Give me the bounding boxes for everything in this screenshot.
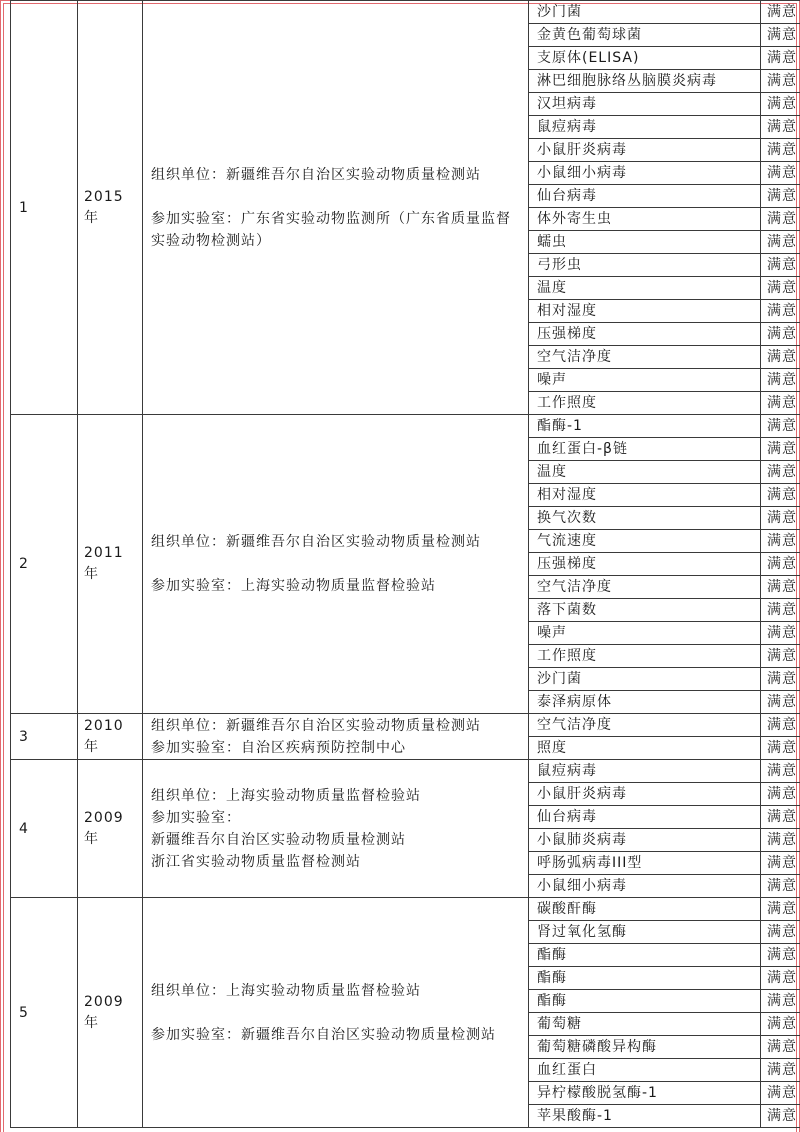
test-item-cell: 酯酶: [529, 990, 761, 1013]
year-value: 2009: [84, 809, 124, 826]
test-item-cell: 苹果酸酶-1: [529, 1105, 761, 1128]
organizer-text: 浙江省实验动物质量监督检测站: [151, 853, 361, 870]
result-cell: 满意: [761, 898, 800, 921]
year-unit: 年: [84, 209, 99, 226]
test-item-cell: 淋巴细胞脉络丛脑膜炎病毒: [529, 70, 761, 93]
organizer-text: 组织单位：上海实验动物质量监督检验站: [151, 982, 421, 999]
test-item-cell: 温度: [529, 461, 761, 484]
organizer-text: 组织单位：新疆维吾尔自治区实验动物质量检测站: [151, 166, 481, 183]
organizer-cell: [143, 714, 529, 760]
year-value: 2011: [84, 545, 124, 561]
test-item-cell: 酯酶-1: [529, 415, 761, 438]
proficiency-test-table: [10, 0, 800, 1128]
year-unit: 年: [84, 566, 99, 582]
result-cell: 满意: [761, 415, 800, 438]
test-item-cell: 小鼠肝炎病毒: [529, 139, 761, 162]
result-cell: 满意: [761, 599, 800, 622]
table-body: [11, 1, 800, 1128]
result-cell: 满意: [761, 277, 800, 300]
test-item-cell: 小鼠细小病毒: [529, 875, 761, 898]
test-item-cell: 空气洁净度: [529, 346, 761, 369]
organizer-text: 新疆维吾尔自治区实验动物质量检测站: [151, 831, 406, 848]
year-cell: [78, 714, 143, 760]
test-item-cell: 落下菌数: [529, 599, 761, 622]
test-item-cell: 沙门菌: [529, 668, 761, 691]
table-row: [11, 415, 800, 438]
result-cell: 满意: [761, 829, 800, 852]
year-value: 2009: [84, 993, 124, 1010]
test-item-cell: 体外寄生虫: [529, 208, 761, 231]
result-cell: 满意: [761, 760, 800, 783]
result-cell: 满意: [761, 622, 800, 645]
table-row: [11, 714, 800, 737]
result-cell: 满意: [761, 1036, 800, 1059]
organizer-text: 参加实验室：: [151, 809, 241, 826]
result-cell: 满意: [761, 507, 800, 530]
year-cell: [78, 760, 143, 898]
organizer-text: 组织单位：新疆维吾尔自治区实验动物质量检测站: [151, 717, 481, 734]
test-item-cell: 支原体(ELISA): [529, 47, 761, 70]
result-cell: 满意: [761, 461, 800, 484]
result-cell: 满意: [761, 231, 800, 254]
test-item-cell: 相对湿度: [529, 484, 761, 507]
result-cell: 满意: [761, 254, 800, 277]
test-item-cell: 葡萄糖磷酸异构酶: [529, 1036, 761, 1059]
test-item-cell: 葡萄糖: [529, 1013, 761, 1036]
year-cell: [78, 415, 143, 714]
test-item-cell: 鼠痘病毒: [529, 116, 761, 139]
test-item-cell: 酯酶: [529, 967, 761, 990]
row-number-cell: 5: [11, 898, 78, 1128]
organizer-text: 参加实验室：自治区疾病预防控制中心: [151, 739, 406, 756]
test-item-cell: 空气洁净度: [529, 576, 761, 599]
row-number-cell: 1: [11, 1, 78, 415]
result-cell: 满意: [761, 737, 800, 760]
result-cell: 满意: [761, 1059, 800, 1082]
result-cell: 满意: [761, 24, 800, 47]
test-item-cell: 血红蛋白: [529, 1059, 761, 1082]
result-cell: 满意: [761, 369, 800, 392]
organizer-spacer: [151, 186, 522, 208]
result-cell: 满意: [761, 346, 800, 369]
result-cell: 满意: [761, 93, 800, 116]
test-item-cell: 工作照度: [529, 392, 761, 415]
test-item-cell: 换气次数: [529, 507, 761, 530]
result-cell: 满意: [761, 576, 800, 599]
result-cell: 满意: [761, 668, 800, 691]
result-cell: 满意: [761, 1, 800, 24]
test-item-cell: 肾过氧化氢酶: [529, 921, 761, 944]
organizer-spacer: [151, 1002, 522, 1024]
result-cell: 满意: [761, 47, 800, 70]
result-cell: 满意: [761, 70, 800, 93]
test-item-cell: 压强梯度: [529, 323, 761, 346]
organizer-text: 组织单位：上海实验动物质量监督检验站: [151, 787, 421, 804]
result-cell: 满意: [761, 392, 800, 415]
table-row: [11, 1, 800, 24]
test-item-cell: 异柠檬酸脱氢酶-1: [529, 1082, 761, 1105]
table-row: [11, 898, 800, 921]
result-cell: 满意: [761, 783, 800, 806]
result-cell: 满意: [761, 1013, 800, 1036]
result-cell: 满意: [761, 1105, 800, 1128]
result-cell: 满意: [761, 185, 800, 208]
year-unit: 年: [84, 830, 99, 847]
year-cell: [78, 898, 143, 1128]
organizer-cell: [143, 760, 529, 898]
table-row: [11, 760, 800, 783]
organizer-cell: [143, 898, 529, 1128]
test-item-cell: 小鼠肺炎病毒: [529, 829, 761, 852]
row-number-cell: 4: [11, 760, 78, 898]
organizer-text: 参加实验室：广东省实验动物监测所（广东省质量监督实验动物检测站）: [151, 210, 511, 249]
test-item-cell: 沙门菌: [529, 1, 761, 24]
test-item-cell: 气流速度: [529, 530, 761, 553]
result-cell: 满意: [761, 921, 800, 944]
result-cell: 满意: [761, 300, 800, 323]
test-item-cell: 呼肠弧病毒III型: [529, 852, 761, 875]
test-item-cell: 噪声: [529, 369, 761, 392]
organizer-cell: [143, 415, 529, 714]
test-item-cell: 鼠痘病毒: [529, 760, 761, 783]
result-cell: 满意: [761, 484, 800, 507]
year-cell: [78, 1, 143, 415]
result-cell: 满意: [761, 944, 800, 967]
test-item-cell: 碳酸酐酶: [529, 898, 761, 921]
test-item-cell: 小鼠细小病毒: [529, 162, 761, 185]
test-item-cell: 小鼠肝炎病毒: [529, 783, 761, 806]
result-cell: 满意: [761, 553, 800, 576]
test-item-cell: 蠕虫: [529, 231, 761, 254]
result-cell: 满意: [761, 645, 800, 668]
test-item-cell: 噪声: [529, 622, 761, 645]
row-number-cell: 3: [11, 714, 78, 760]
result-cell: 满意: [761, 208, 800, 231]
result-cell: 满意: [761, 691, 800, 714]
test-item-cell: 仙台病毒: [529, 185, 761, 208]
result-cell: 满意: [761, 990, 800, 1013]
test-item-cell: 酯酶: [529, 944, 761, 967]
row-number-cell: 2: [11, 415, 78, 714]
result-cell: 满意: [761, 530, 800, 553]
organizer-text: 参加实验室：上海实验动物质量监督检验站: [151, 578, 436, 594]
test-item-cell: 泰泽病原体: [529, 691, 761, 714]
test-item-cell: 弓形虫: [529, 254, 761, 277]
result-cell: 满意: [761, 714, 800, 737]
result-cell: 满意: [761, 139, 800, 162]
result-cell: 满意: [761, 806, 800, 829]
test-item-cell: 压强梯度: [529, 553, 761, 576]
year-value: 2010: [84, 717, 124, 734]
test-item-cell: 照度: [529, 737, 761, 760]
test-item-cell: 温度: [529, 277, 761, 300]
test-item-cell: 汉坦病毒: [529, 93, 761, 116]
test-item-cell: 金黄色葡萄球菌: [529, 24, 761, 47]
result-cell: 满意: [761, 967, 800, 990]
result-cell: 满意: [761, 116, 800, 139]
year-value: 2015: [84, 188, 124, 205]
test-item-cell: 血红蛋白-β链: [529, 438, 761, 461]
organizer-cell: [143, 1, 529, 415]
test-item-cell: 工作照度: [529, 645, 761, 668]
result-cell: 满意: [761, 875, 800, 898]
test-item-cell: 空气洁净度: [529, 714, 761, 737]
result-cell: 满意: [761, 1082, 800, 1105]
year-unit: 年: [84, 1014, 99, 1031]
organizer-text: 参加实验室：新疆维吾尔自治区实验动物质量检测站: [151, 1026, 496, 1043]
organizer-spacer: [151, 553, 522, 575]
test-item-cell: 相对湿度: [529, 300, 761, 323]
test-item-cell: 仙台病毒: [529, 806, 761, 829]
result-cell: 满意: [761, 323, 800, 346]
result-cell: 满意: [761, 438, 800, 461]
result-cell: 满意: [761, 162, 800, 185]
year-unit: 年: [84, 738, 99, 755]
organizer-text: 组织单位：新疆维吾尔自治区实验动物质量检测站: [151, 534, 481, 550]
result-cell: 满意: [761, 852, 800, 875]
